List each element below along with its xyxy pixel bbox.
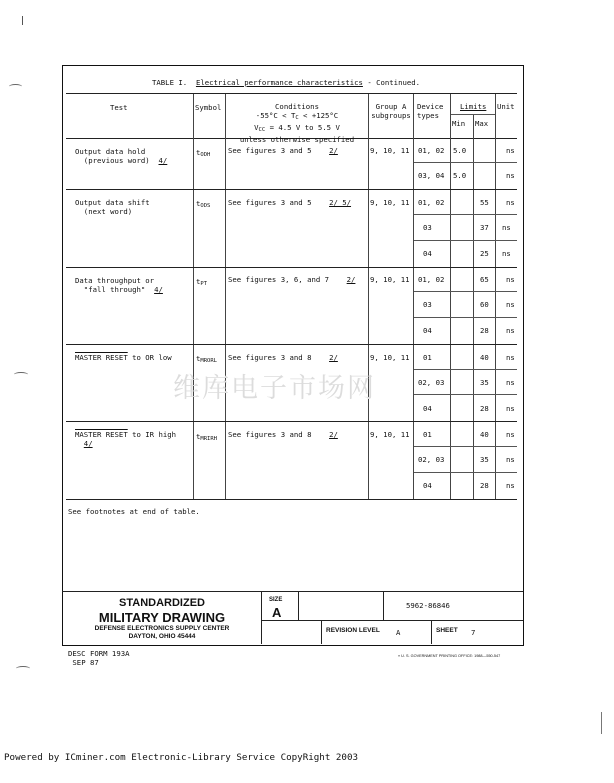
limits-sub-rule xyxy=(451,114,495,115)
test-name-suffix: to IR high xyxy=(127,430,177,439)
device-type: 02, 03 xyxy=(418,378,445,387)
header-conditions xyxy=(227,102,367,144)
unit: ns xyxy=(506,171,515,180)
test-name: MASTER RESET xyxy=(75,353,128,362)
device-type: 04 xyxy=(423,249,432,258)
device-type: 04 xyxy=(423,404,432,413)
unit: ns xyxy=(506,455,515,464)
sheet-label: SHEET xyxy=(436,627,458,634)
test-name-2: (previous word) xyxy=(83,156,150,165)
symbol: $t_{ODS}$ xyxy=(196,199,211,209)
conditions: See figures 3 and 5 2/ 5/ xyxy=(228,198,352,207)
printing-office: « U. S. GOVERNMENT PRINTING OFFICE: 1988—550-547 xyxy=(398,654,501,658)
unit: ns xyxy=(506,404,515,413)
sub-rule xyxy=(414,240,517,241)
col-divider-max xyxy=(473,115,474,499)
limit-min: 5.0 xyxy=(453,146,467,155)
limit-max: 60 xyxy=(480,300,489,309)
std-line-2: MILITARY DRAWING xyxy=(98,610,226,625)
unit: ns xyxy=(506,146,515,155)
col-divider-unit xyxy=(495,94,496,499)
unit: ns xyxy=(506,300,515,309)
conditions-line-2: $-55^\circ C < T_C < +125^\circ C$ xyxy=(255,111,339,121)
subgroups: 9, 10, 11 xyxy=(370,146,410,155)
size-value: A xyxy=(272,605,282,620)
table-row xyxy=(75,276,163,294)
scan-mark-left-1 xyxy=(9,84,22,89)
scan-mark-top xyxy=(22,16,23,25)
sheet-value: 7 xyxy=(471,628,476,637)
unit: ns xyxy=(506,198,515,207)
test-name-2: (next word) xyxy=(83,207,133,216)
footnote-ref: 4/ xyxy=(154,285,163,294)
unit: ns xyxy=(506,481,515,490)
device-type: 04 xyxy=(423,326,432,335)
limit-max: 37 xyxy=(480,223,489,232)
table-title xyxy=(152,78,420,87)
col-divider-device xyxy=(413,94,414,499)
footer-div-size xyxy=(298,592,299,620)
header-group: Group A subgroups xyxy=(371,102,411,120)
symbol: $t_{ODH}$ xyxy=(196,148,211,158)
symbol: $t_{MRIRH}$ xyxy=(196,432,217,442)
unit: ns xyxy=(502,249,511,258)
device-type: 03 xyxy=(423,300,432,309)
symbol: $t_{MRORL}$ xyxy=(196,354,217,364)
conditions: See figures 3 and 8 2/ xyxy=(228,353,338,362)
header-max: Max xyxy=(475,119,489,128)
footer-div-rev xyxy=(321,620,322,644)
drawing-number: 5962-86846 xyxy=(406,601,450,610)
table-title-text: Electrical performance characteristics xyxy=(195,78,363,87)
limit-max: 25 xyxy=(480,249,489,258)
unit: ns xyxy=(506,430,515,439)
size-label: SIZE xyxy=(269,597,283,603)
col-divider-conditions xyxy=(225,94,226,499)
watermark-text: 维库电子市场网 xyxy=(173,373,376,404)
sub-rule xyxy=(414,472,517,473)
sub-rule xyxy=(414,369,517,370)
test-name: Output data shift xyxy=(75,198,150,207)
footnote-ref: 4/ xyxy=(83,439,93,448)
std-line-3: DEFENSE ELECTRONICS SUPPLY CENTER xyxy=(94,625,230,632)
footer-mid-rule xyxy=(261,620,523,621)
device-type: 03, 04 xyxy=(418,171,445,180)
limit-max: 40 xyxy=(480,353,489,362)
test-name: Output data hold xyxy=(75,147,146,156)
unit: ns xyxy=(506,378,515,387)
limit-max: 28 xyxy=(480,326,489,335)
col-divider-min xyxy=(450,94,451,499)
test-name-2: "fall through" xyxy=(83,285,146,294)
test-name: MASTER RESET xyxy=(75,430,128,439)
table-bottom-rule xyxy=(66,499,517,500)
table-row xyxy=(75,430,176,448)
unit: ns xyxy=(506,326,515,335)
device-type: 02, 03 xyxy=(418,455,445,464)
table-title-prefix: TABLE I. xyxy=(152,78,188,87)
limit-max: 40 xyxy=(480,430,489,439)
header-unit: Unit xyxy=(497,102,515,111)
limit-max: 65 xyxy=(480,275,489,284)
test-name: Data throughput or xyxy=(75,276,155,285)
group-rule-3 xyxy=(66,344,517,345)
sub-rule xyxy=(414,394,517,395)
footer-top-rule xyxy=(62,591,523,592)
table-row xyxy=(75,198,150,216)
std-line-4: DAYTON, OHIO 45444 xyxy=(128,633,196,640)
scan-mark-right xyxy=(601,712,602,734)
device-type: 04 xyxy=(423,481,432,490)
std-line-1: STANDARDIZED xyxy=(119,597,205,609)
header-device: Device types xyxy=(417,102,444,120)
subgroups: 9, 10, 11 xyxy=(370,198,410,207)
limit-max: 28 xyxy=(480,481,489,490)
limit-min: 5.0 xyxy=(453,171,467,180)
sub-rule xyxy=(414,446,517,447)
footnote-text: See footnotes at end of table. xyxy=(68,507,200,516)
header-test: Test xyxy=(110,103,128,112)
limit-max: 55 xyxy=(480,198,489,207)
col-divider-symbol xyxy=(193,94,194,499)
conditions: See figures 3, 6, and 7 2/ xyxy=(228,275,356,284)
table-row xyxy=(75,353,172,362)
device-type: 01, 02 xyxy=(418,198,445,207)
limit-max: 35 xyxy=(480,378,489,387)
group-rule-1 xyxy=(66,189,517,190)
unit: ns xyxy=(506,353,515,362)
subgroups: 9, 10, 11 xyxy=(370,430,410,439)
revision-label: REVISION LEVEL xyxy=(326,627,380,634)
limit-max: 28 xyxy=(480,404,489,413)
unit: ns xyxy=(502,223,511,232)
device-type: 01, 02 xyxy=(418,146,445,155)
group-rule-2 xyxy=(66,267,517,268)
revision-value: A xyxy=(396,628,401,637)
scan-mark-left-3 xyxy=(16,666,30,671)
device-type: 03 xyxy=(423,223,432,232)
footer-div-std xyxy=(261,592,262,644)
header-limits: Limits xyxy=(460,102,487,111)
device-type: 01 xyxy=(423,430,432,439)
device-type: 01 xyxy=(423,353,432,362)
conditions: See figures 3 and 8 2/ xyxy=(228,430,338,439)
footer-div-sheet xyxy=(431,620,432,644)
footer-div-dwg xyxy=(383,592,384,620)
subgroups: 9, 10, 11 xyxy=(370,275,410,284)
header-min: Min xyxy=(452,119,466,128)
table-row xyxy=(75,147,167,165)
test-name-suffix: to OR low xyxy=(127,353,172,362)
conditions: See figures 3 and 5 2/ xyxy=(228,146,338,155)
col-divider-group xyxy=(368,94,369,499)
sub-rule xyxy=(414,162,517,163)
sub-rule xyxy=(414,291,517,292)
footnote-ref: 4/ xyxy=(158,156,168,165)
conditions-line-3: $V_{CC} = 4.5$ V to 5.5 V xyxy=(254,123,340,133)
conditions-line-4: unless otherwise specified xyxy=(239,135,355,144)
scan-mark-left-2 xyxy=(14,372,28,377)
symbol: $t_{PT}$ xyxy=(196,277,208,287)
group-rule-4 xyxy=(66,421,517,422)
sub-rule xyxy=(414,214,517,215)
unit: ns xyxy=(506,275,515,284)
table-title-suffix: - Continued. xyxy=(367,78,421,87)
device-type: 01, 02 xyxy=(418,275,445,284)
limit-max: 35 xyxy=(480,455,489,464)
header-symbol: Symbol xyxy=(195,103,222,112)
conditions-line-1: Conditions xyxy=(275,102,319,111)
sub-rule xyxy=(414,317,517,318)
form-number: DESC FORM 193A SEP 87 xyxy=(68,649,130,667)
copyright-line: Powered by ICminer.com Electronic-Library Service CopyRight 2003 xyxy=(4,752,359,763)
standardized-drawing-block xyxy=(63,597,261,641)
subgroups: 9, 10, 11 xyxy=(370,353,410,362)
